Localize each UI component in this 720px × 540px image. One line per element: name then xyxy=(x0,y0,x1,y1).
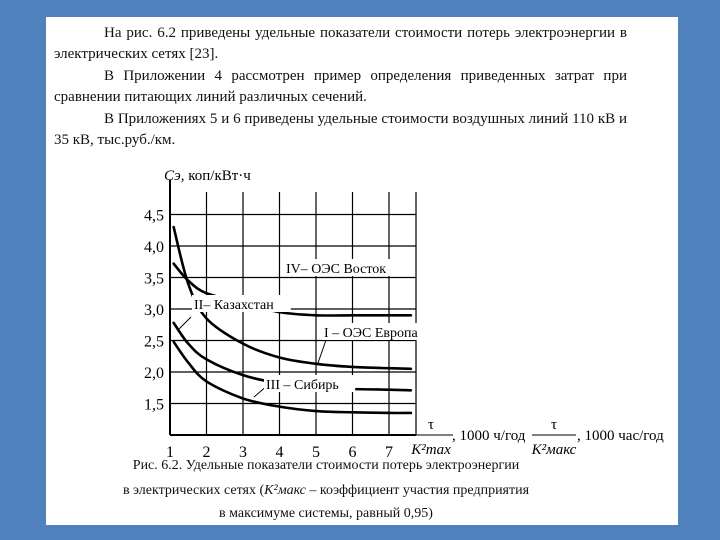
x-tick-label: 1 xyxy=(166,444,174,461)
y-tick-label: 3,0 xyxy=(144,302,164,319)
series-iii-siberia-label: III – Сибирь xyxy=(266,378,339,393)
x-tick-label: 6 xyxy=(348,444,357,461)
x-tick-label: 4 xyxy=(275,444,284,461)
cost-chart xyxy=(46,17,678,525)
caption-line-2: в электрических сетях (K²макс – коэффициент участия предприятия xyxy=(122,483,530,498)
x-label-2-numerator: τ xyxy=(550,417,558,433)
y-tick-label: 2,0 xyxy=(144,365,164,382)
y-tick-label: 1,5 xyxy=(144,396,164,414)
y-tick-label: 2,5 xyxy=(144,333,164,351)
caption-line-1: Рис. 6.2. Удельные показатели стоимости потерь электроэнергии xyxy=(132,458,520,473)
document-page xyxy=(46,17,678,525)
paragraph-1: На рис. 6.2 приведены удельные показатели стоимости потерь электроэнергии в электрических сетях [23]. xyxy=(54,25,627,62)
paragraph-3: В Приложениях 5 и 6 приведены удельные стоимости воздушных линий 110 кВ и 35 кВ, тыс.руб./км. xyxy=(54,111,627,148)
x-tick-label: 3 xyxy=(239,444,247,461)
series-ii-kazakhstan-label: II– Казахстан xyxy=(194,298,274,313)
y-axis-label: Сэ, коп/кВт·ч xyxy=(164,168,251,184)
x-label-1-denominator: K²max xyxy=(411,442,451,458)
caption-line-3: в максимуме системы, равный 0,95) xyxy=(219,506,433,521)
x-tick-label: 5 xyxy=(312,444,320,461)
series-i-europe-leader xyxy=(318,340,326,363)
series-i-europe-label: I – ОЭС Европа xyxy=(324,326,418,341)
x-label-2-denominator: K²макс xyxy=(531,442,577,458)
x-label-1-numerator: τ xyxy=(427,417,435,433)
series-iv-east-label: IV– ОЭС Восток xyxy=(286,262,387,277)
y-tick-label: 4,5 xyxy=(144,207,164,225)
y-tick-label: 4,0 xyxy=(144,239,164,256)
series-ii-kazakhstan-leader xyxy=(179,317,191,329)
paragraph-2: В Приложении 4 рассмотрен пример определения приведенных затрат при сравнении питающих линий различных сечений. xyxy=(54,68,627,105)
y-tick-label: 3,5 xyxy=(144,270,164,288)
x-label-2-units: , 1000 час/год xyxy=(577,428,664,444)
x-tick-label: 7 xyxy=(385,444,393,461)
x-tick-label: 2 xyxy=(202,444,211,461)
x-label-1-units: , 1000 ч/год xyxy=(452,428,526,444)
